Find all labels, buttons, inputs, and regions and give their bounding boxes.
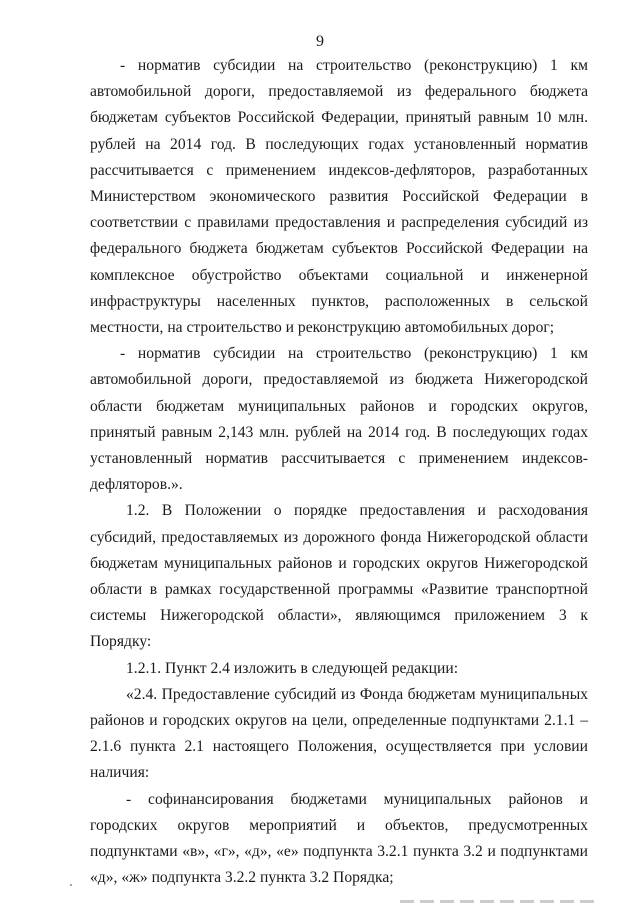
paragraph-section-1-2-1: 1.2.1. Пункт 2.4 изложить в следующей редакции: — [126, 659, 459, 677]
paragraph-cofinancing-condition: - софинансирования бюджетами муниципальных районов и городских округов мероприятий и объектов, предусмотренных подпунктами «в», «г», «д», «е» подпункта 3.2.1 пункта 3.2 и подпунктами «д», «ж» подпункта 3.2.2 пункта 3.2 Порядка; — [90, 790, 588, 887]
document-body — [90, 53, 588, 892]
scan-edge-artifact — [400, 900, 600, 903]
page-number: 9 — [316, 33, 324, 50]
scan-speck — [70, 884, 72, 886]
paragraph-regional-subsidy-norm: - норматив субсидии на строительство (реконструкцию) 1 км автомобильной дороги, предоставляемой из бюджета Нижегородской области бюджетам муниципальных районов и городских округов, принятый равным 2,143 млн. рублей на 2014 год. В последующих годах установленный норматив рассчитывается с применением индексов-дефляторов.». — [90, 345, 588, 494]
paragraph-clause-2-4: «2.4. Предоставление субсидий из Фонда бюджетам муниципальных районов и городских округов на цели, определенные подпунктами 2.1.1 – 2.1.6 пункта 2.1 настоящего Положения, осуществляется при условии наличия: — [90, 685, 588, 782]
paragraph-federal-subsidy-norm: - норматив субсидии на строительство (реконструкцию) 1 км автомобильной дороги, предоставляемой из федерального бюджета бюджетам субъектов Российской Федерации, принятый равным 10 млн. рублей на 2014 год. В последующих годах установленный норматив рассчитывается с применением индексов-дефляторов, разработанных Министерством экономического развития Российской Федерации в соответствии с правилами предоставления и распределения субсидий из федерального бюджета бюджетам субъектов Российской Федерации на комплексное обустройство объектами социальной и инженерной инфраструктуры населенных пунктов, расположенных в сельской местности, на строительство и реконструкцию автомобильных дорог; — [90, 57, 588, 337]
paragraph-section-1-2: 1.2. В Положении о порядке предоставления и расходования субсидий, предоставляемых из дорожного фонда Нижегородской области бюджетам муниципальных районов и городских округов Нижегородской области в рамках государственной программы «Развитие транспортной системы Нижегородской области», являющимся приложением 3 к Порядку: — [90, 502, 588, 651]
